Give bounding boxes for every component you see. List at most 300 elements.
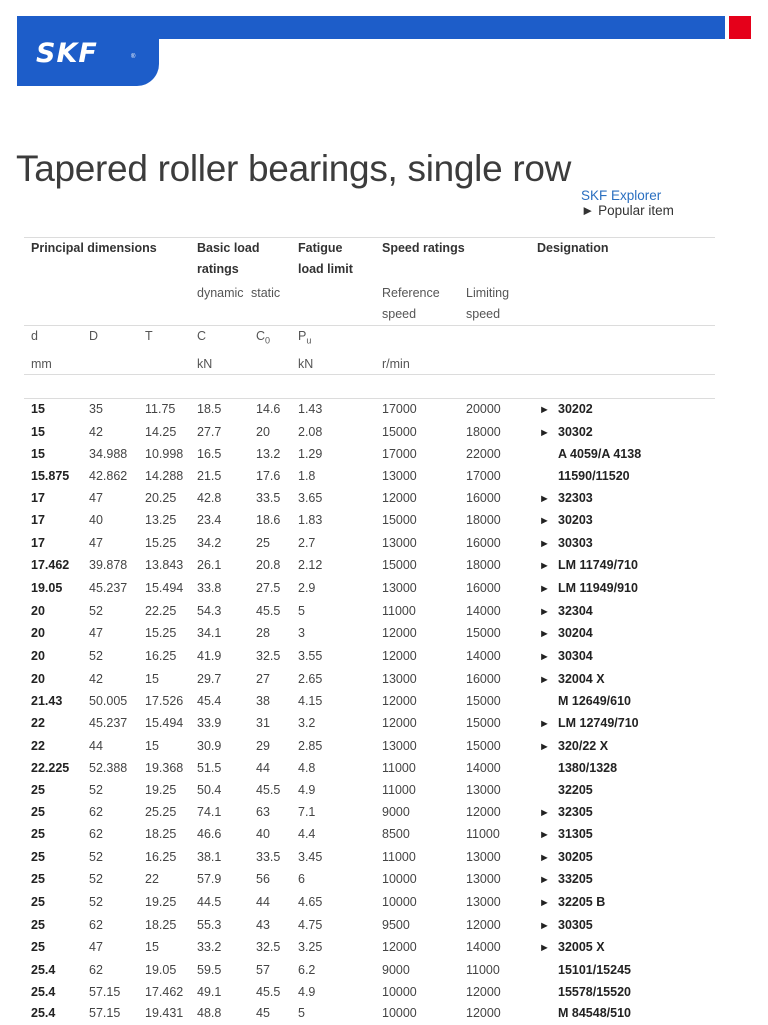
header-reference-speed [375,283,459,326]
cell-t: 13.25 [145,513,177,528]
cell-d: 20 [31,649,45,664]
designation-link[interactable]: M 12649/610 [558,694,631,709]
designation-link[interactable]: 30204 [558,626,593,641]
designation-link[interactable]: 31305 [558,827,593,842]
cell-ref: 9000 [382,963,410,978]
cell-t: 22.25 [145,603,177,618]
cell-designation[interactable] [532,533,715,556]
cell-designation[interactable] [532,713,715,736]
cell-designation[interactable] [532,1003,715,1025]
cell-c: 16.5 [197,447,222,462]
cell-d: 25.4 [31,1006,56,1021]
table-row[interactable] [24,533,715,556]
cell-pu: 4.4 [298,827,316,842]
cell-ref: 13000 [382,468,417,483]
cell-d: 62 [89,827,103,842]
designation-link[interactable]: 1380/1328 [558,761,618,776]
popular-arrow-icon: ► [539,628,550,641]
cell-designation[interactable] [532,669,715,692]
cell-c0: 14.6 [256,402,281,416]
designation-link[interactable]: 33205 [558,872,593,887]
cell-d: 25 [31,782,45,797]
popular-arrow-icon: ► [539,492,550,505]
cell-c: 26.1 [197,558,222,573]
table-row[interactable] [24,780,715,802]
cell-pu: 4.65 [298,895,323,910]
designation-link[interactable]: 320/22 X [558,738,609,753]
cell-lim: 18000 [466,558,501,573]
cell-designation[interactable] [532,691,715,713]
cell-lim: 13000 [466,895,501,910]
cell-d: 20 [31,671,45,686]
table-body [24,399,715,1025]
cell-pu: 1.8 [298,468,316,483]
table-row[interactable] [24,510,715,533]
table-row[interactable] [24,601,715,624]
cell-ref: 12000 [382,649,417,664]
cell-d: 19.05 [31,581,63,596]
cell-designation[interactable] [532,982,715,1004]
cell-d: 35 [89,402,103,416]
cell-c0: 32.5 [256,940,281,955]
cell-c0: 33.5 [256,490,281,505]
cell-t: 15.25 [145,626,177,641]
cell-lim: 12000 [466,917,501,932]
designation-link[interactable]: 30304 [558,649,593,664]
cell-t: 18.25 [145,917,177,932]
cell-lim: 16000 [466,535,501,550]
cell-d: 39.878 [89,558,128,573]
cell-t: 16.25 [145,849,177,864]
cell-t: 25.25 [145,804,177,819]
cell-c: 48.8 [197,1006,222,1021]
designation-link[interactable]: 32305 [558,804,593,819]
cell-lim: 18000 [466,513,501,528]
cell-lim: 16000 [466,490,501,505]
cell-lim: 18000 [466,424,501,439]
cell-designation[interactable] [532,488,715,511]
cell-t: 14.25 [145,424,177,439]
cell-lim: 17000 [466,468,501,483]
header-designation: Designation [537,241,609,255]
table-row[interactable] [24,444,715,466]
cell-d: 62 [89,804,103,819]
cell-lim: 12000 [466,1006,501,1021]
table-row[interactable] [24,960,715,982]
cell-lim: 22000 [466,447,501,462]
popular-arrow-icon: ► [539,897,550,910]
cell-c: 38.1 [197,849,222,864]
cell-designation[interactable] [532,847,715,870]
designation-link[interactable]: 32005 X [558,940,605,955]
cell-t: 15.25 [145,535,177,550]
cell-c0: 29 [256,738,270,753]
cell-lim: 20000 [466,402,501,416]
popular-arrow-icon: ► [539,560,550,573]
cell-c: 33.2 [197,940,222,955]
cell-c: 59.5 [197,963,222,978]
cell-designation[interactable] [532,736,715,759]
cell-ref: 12000 [382,940,417,955]
popular-arrow-icon: ► [539,651,550,664]
cell-c0: 27.5 [256,581,281,596]
cell-d: 25 [31,804,45,819]
cell-c: 45.4 [197,694,222,709]
cell-ref: 11000 [382,761,416,776]
cell-pu: 2.7 [298,535,316,550]
cell-d: 25.4 [31,963,56,978]
cell-d: 52 [89,895,103,910]
cell-t: 15 [145,671,159,686]
cell-t: 20.25 [145,490,177,505]
cell-ref: 15000 [382,424,417,439]
designation-link[interactable]: 30203 [558,513,593,528]
cell-lim: 14000 [466,761,501,776]
table-row[interactable] [24,1003,715,1025]
table-row[interactable] [24,824,715,847]
cell-c: 42.8 [197,490,222,505]
table-row[interactable] [24,937,715,960]
cell-ref: 13000 [382,738,417,753]
cell-d: 25 [31,940,45,955]
cell-lim: 12000 [466,984,501,999]
cell-designation[interactable] [532,623,715,646]
cell-pu: 1.83 [298,513,323,528]
cell-d: 62 [89,963,103,978]
cell-d: 17 [31,535,45,550]
designation-link[interactable]: 32303 [558,490,593,505]
cell-ref: 12000 [382,626,417,641]
cell-c0: 45.5 [256,984,281,999]
cell-t: 15 [145,940,159,955]
cell-c: 34.2 [197,535,222,550]
table-row[interactable] [24,892,715,915]
designation-link[interactable]: 32304 [558,603,593,618]
cell-designation[interactable] [532,466,715,488]
header-symbol-D: D [89,329,99,343]
designation-link[interactable]: 32004 X [558,671,605,686]
table-header [24,238,715,399]
table-row[interactable] [24,422,715,445]
cell-t: 18.25 [145,827,177,842]
cell-c: 54.3 [197,603,222,618]
cell-c0: 18.6 [256,513,281,528]
designation-link[interactable]: M 84548/510 [558,1006,631,1021]
table-row[interactable] [24,578,715,601]
cell-pu: 2.12 [298,558,323,573]
cell-d: 45.237 [89,581,128,596]
cell-pu: 3.55 [298,649,323,664]
cell-designation[interactable] [532,444,715,466]
cell-d: 52 [89,782,103,797]
popular-arrow-icon: ► [539,717,550,730]
header-basic-load-ratings [190,238,291,284]
table-row[interactable] [24,646,715,669]
designation-link[interactable]: A 4059/A 4138 [558,447,642,462]
popular-arrow-icon: ► [539,673,550,686]
designation-link[interactable]: 30303 [558,535,593,550]
cell-ref: 17000 [382,402,417,416]
designation-link[interactable]: 15578/15520 [558,984,631,999]
header-unit-kn-load: kN [190,354,249,375]
designation-link[interactable]: 30205 [558,849,593,864]
cell-lim: 14000 [466,603,501,618]
cell-ref: 11000 [382,782,416,797]
cell-c: 44.5 [197,895,222,910]
designation-link[interactable]: 11590/11520 [558,468,630,483]
cell-d: 25 [31,849,45,864]
cell-designation[interactable] [532,960,715,982]
designation-link[interactable]: 15101/15245 [558,963,631,978]
table-row[interactable] [24,555,715,578]
header-dynamic: dynamic [190,283,249,326]
cell-pu: 2.9 [298,581,316,596]
header-principal-dimensions: Principal dimensions [31,241,157,255]
header-basic-load-line1: Basic load [197,241,260,255]
header-symbol-C0-sub: 0 [265,335,271,346]
popular-arrow-icon: ► [539,874,550,887]
cell-pu: 3.65 [298,490,323,505]
cell-lim: 16000 [466,671,501,686]
header-symbol-Pu-base: P [298,329,307,343]
cell-d: 17 [31,513,45,528]
header-basic-load-line2: ratings [197,262,239,276]
header-speed-ratings: Speed ratings [382,241,465,255]
cell-d: 17.462 [31,558,70,573]
cell-designation[interactable] [532,780,715,802]
header-reference-line2: speed [382,307,417,321]
cell-c: 21.5 [197,468,222,483]
designation-link[interactable]: LM 12749/710 [558,715,639,730]
cell-designation[interactable] [532,601,715,624]
table-row[interactable] [24,399,715,422]
cell-designation[interactable] [532,555,715,578]
popular-arrow-icon: ► [539,942,550,955]
cell-d: 22 [31,738,45,753]
cell-designation[interactable] [532,915,715,938]
cell-pu: 2.85 [298,738,323,753]
cell-d: 52 [89,649,103,664]
cell-ref: 15000 [382,513,417,528]
cell-ref: 10000 [382,1006,417,1021]
cell-ref: 11000 [382,849,416,864]
cell-d: 25 [31,895,45,910]
cell-c0: 45.5 [256,603,281,618]
cell-t: 19.431 [145,1006,184,1021]
cell-lim: 15000 [466,715,501,730]
header-unit-kn-fatigue: kN [291,354,375,375]
cell-lim: 15000 [466,694,501,709]
cell-t: 11.75 [145,402,176,416]
cell-designation[interactable] [532,510,715,533]
skf-logo[interactable] [17,16,159,86]
cell-d: 52 [89,603,103,618]
cell-lim: 11000 [466,827,500,842]
cell-t: 15.494 [145,715,184,730]
cell-designation[interactable] [532,646,715,669]
cell-lim: 13000 [466,849,501,864]
cell-c0: 33.5 [256,849,281,864]
cell-t: 19.25 [145,895,177,910]
cell-d: 34.988 [89,447,128,462]
table-row[interactable] [24,669,715,692]
logo-text: SKF [36,37,98,69]
cell-c0: 43 [256,917,270,932]
popular-arrow-icon: ► [539,605,550,618]
cell-t: 19.05 [145,963,177,978]
popular-arrow-icon: ► [539,740,550,753]
cell-c0: 25 [256,535,270,550]
cell-c: 50.4 [197,782,222,797]
cell-t: 19.25 [145,782,177,797]
cell-d: 47 [89,490,103,505]
header-symbol-Pu [291,326,375,355]
header-limiting-line2: speed [466,307,501,321]
cell-t: 15 [145,738,159,753]
cell-lim: 11000 [466,963,500,978]
cell-c: 33.8 [197,581,222,596]
cell-lim: 15000 [466,626,501,641]
cell-pu: 6 [298,872,305,887]
cell-designation[interactable] [532,422,715,445]
table-row[interactable] [24,623,715,646]
popular-arrow-icon: ► [539,851,550,864]
cell-c: 74.1 [197,804,222,819]
cell-ref: 12000 [382,490,417,505]
cell-c: 18.5 [197,402,222,416]
cell-lim: 14000 [466,649,501,664]
table-row[interactable] [24,915,715,938]
designation-link[interactable]: LM 11949/910 [558,581,638,596]
skf-explorer-legend[interactable]: SKF Explorer [581,188,662,203]
cell-c0: 20 [256,424,270,439]
table-row[interactable] [24,982,715,1004]
cell-ref: 15000 [382,558,417,573]
cell-designation[interactable] [532,399,715,422]
legend [581,188,674,218]
cell-c0: 56 [256,872,270,887]
table-row[interactable] [24,713,715,736]
table-row[interactable] [24,691,715,713]
table-row[interactable] [24,488,715,511]
cell-ref: 13000 [382,671,417,686]
cell-t: 17.526 [145,694,184,709]
designation-link[interactable]: LM 11749/710 [558,558,638,573]
table-row[interactable] [24,869,715,892]
cell-lim: 13000 [466,782,501,797]
cell-c: 27.7 [197,424,222,439]
popular-arrow-icon: ► [539,806,550,819]
cell-pu: 3.25 [298,940,323,955]
cell-pu: 2.65 [298,671,323,686]
cell-d: 15.875 [31,468,70,483]
cell-c0: 40 [256,827,270,842]
cell-d: 25 [31,917,45,932]
cell-c: 49.1 [197,984,222,999]
cell-d: 15 [31,402,45,416]
cell-lim: 15000 [466,738,501,753]
designation-link[interactable]: 30202 [558,402,593,416]
table-row[interactable] [24,466,715,488]
header-fatigue-line1: Fatigue [298,241,343,255]
cell-pu: 2.08 [298,424,323,439]
cell-pu: 4.75 [298,917,323,932]
table-row[interactable] [24,758,715,780]
header-limiting-line1: Limiting [466,286,510,300]
cell-designation[interactable] [532,892,715,915]
cell-c: 23.4 [197,513,222,528]
designation-link[interactable]: 30305 [558,917,593,932]
cell-pu: 1.29 [298,447,323,462]
table-row[interactable] [24,802,715,825]
cell-designation[interactable] [532,869,715,892]
cell-d: 57.15 [89,1006,121,1021]
table-row[interactable] [24,736,715,759]
cell-pu: 5 [298,603,305,618]
cell-c0: 32.5 [256,649,281,664]
cell-designation[interactable] [532,824,715,847]
cell-d: 22 [31,715,45,730]
cell-designation[interactable] [532,937,715,960]
cell-c0: 44 [256,761,270,776]
designation-link[interactable]: 30302 [558,424,593,439]
cell-c0: 20.8 [256,558,281,573]
header-fatigue-line2: load limit [298,262,353,276]
cell-t: 16.25 [145,649,177,664]
cell-c0: 28 [256,626,270,641]
header-reference-line1: Reference [382,286,440,300]
popular-item-legend: ► Popular item [581,203,674,218]
cell-t: 15.494 [145,581,184,596]
cell-c: 29.7 [197,671,222,686]
header-unit-rmin: r/min [375,354,459,375]
header-symbol-d: d [31,329,38,343]
cell-ref: 12000 [382,694,417,709]
cell-pu: 7.1 [298,804,316,819]
cell-pu: 5 [298,1006,305,1021]
designation-link[interactable]: 32205 [558,782,593,797]
cell-t: 19.368 [145,761,184,776]
cell-t: 10.998 [145,447,184,462]
header-fatigue-load-limit [291,238,375,284]
cell-pu: 4.9 [298,782,316,797]
designation-link[interactable]: 32205 B [558,895,606,910]
cell-designation[interactable] [532,758,715,780]
cell-ref: 17000 [382,447,417,462]
cell-d: 42.862 [89,468,128,483]
cell-designation[interactable] [532,578,715,601]
header-symbol-T: T [145,329,153,343]
cell-d: 50.005 [89,694,128,709]
header-unit-mm: mm [24,354,82,375]
cell-c: 55.3 [197,917,222,932]
cell-t: 22 [145,872,159,887]
header-symbol-C: C [197,329,207,343]
header-symbol-C0-base: C [256,329,266,343]
cell-d: 15 [31,424,45,439]
cell-c: 46.6 [197,827,222,842]
cell-pu: 3.45 [298,849,323,864]
cell-designation[interactable] [532,802,715,825]
cell-d: 52.388 [89,761,128,776]
cell-c0: 57 [256,963,270,978]
cell-c0: 44 [256,895,270,910]
cell-pu: 4.8 [298,761,316,776]
popular-arrow-icon: ► [539,919,550,932]
cell-d: 40 [89,513,103,528]
cell-t: 13.843 [145,558,184,573]
table-row[interactable] [24,847,715,870]
